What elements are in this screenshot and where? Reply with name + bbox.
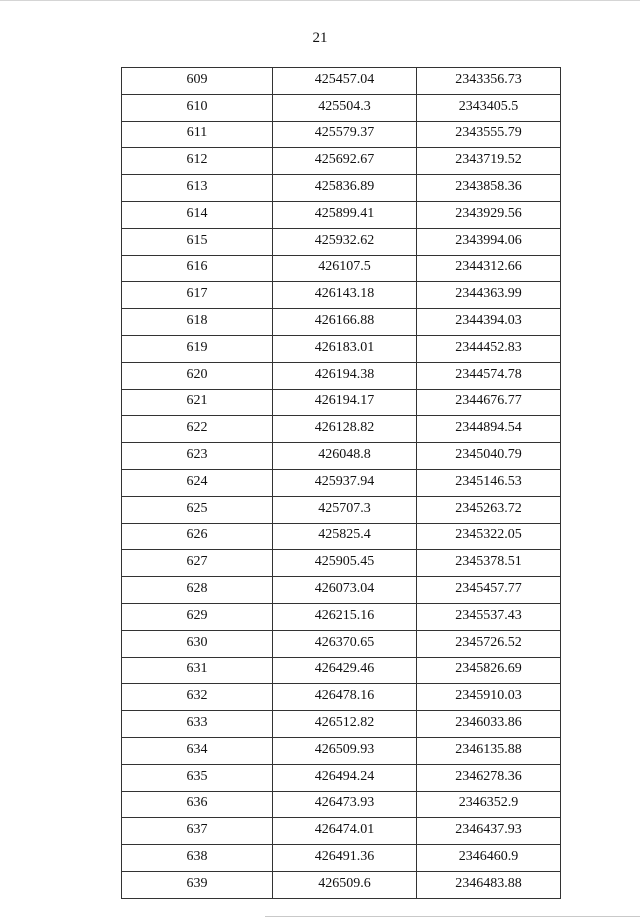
table-row — [122, 228, 561, 255]
y-coordinate-cell: 2346437.93 — [417, 818, 561, 845]
y-coordinate-cell: 2344452.83 — [417, 335, 561, 362]
y-coordinate-cell: 2345826.69 — [417, 657, 561, 684]
coordinates-table-body — [122, 68, 561, 899]
point-number-cell: 616 — [122, 255, 273, 282]
x-coordinate-cell: 426509.6 — [273, 871, 417, 898]
table-row — [122, 764, 561, 791]
point-number-cell: 621 — [122, 389, 273, 416]
table-row — [122, 416, 561, 443]
point-number-cell: 617 — [122, 282, 273, 309]
y-coordinate-cell: 2345263.72 — [417, 496, 561, 523]
x-coordinate-cell: 426143.18 — [273, 282, 417, 309]
point-number-cell: 639 — [122, 871, 273, 898]
y-coordinate-cell: 2343994.06 — [417, 228, 561, 255]
table-row — [122, 737, 561, 764]
table-row — [122, 523, 561, 550]
x-coordinate-cell: 426474.01 — [273, 818, 417, 845]
table-row — [122, 711, 561, 738]
y-coordinate-cell: 2344363.99 — [417, 282, 561, 309]
table-row — [122, 845, 561, 872]
x-coordinate-cell: 425932.62 — [273, 228, 417, 255]
point-number-cell: 615 — [122, 228, 273, 255]
x-coordinate-cell: 426166.88 — [273, 309, 417, 336]
point-number-cell: 613 — [122, 175, 273, 202]
table-row — [122, 603, 561, 630]
point-number-cell: 637 — [122, 818, 273, 845]
table-row — [122, 68, 561, 95]
table-row — [122, 871, 561, 898]
table-row — [122, 443, 561, 470]
x-coordinate-cell: 425707.3 — [273, 496, 417, 523]
table-row — [122, 630, 561, 657]
x-coordinate-cell: 425825.4 — [273, 523, 417, 550]
x-coordinate-cell: 426509.93 — [273, 737, 417, 764]
point-number-cell: 631 — [122, 657, 273, 684]
x-coordinate-cell: 425457.04 — [273, 68, 417, 95]
x-coordinate-cell: 425504.3 — [273, 94, 417, 121]
x-coordinate-cell: 425937.94 — [273, 469, 417, 496]
x-coordinate-cell: 426107.5 — [273, 255, 417, 282]
y-coordinate-cell: 2345537.43 — [417, 603, 561, 630]
x-coordinate-cell: 426128.82 — [273, 416, 417, 443]
x-coordinate-cell: 426194.38 — [273, 362, 417, 389]
point-number-cell: 633 — [122, 711, 273, 738]
table-row — [122, 255, 561, 282]
table-row — [122, 362, 561, 389]
table-row — [122, 496, 561, 523]
point-number-cell: 630 — [122, 630, 273, 657]
x-coordinate-cell: 425899.41 — [273, 201, 417, 228]
y-coordinate-cell: 2345457.77 — [417, 577, 561, 604]
y-coordinate-cell: 2346483.88 — [417, 871, 561, 898]
table-row — [122, 175, 561, 202]
point-number-cell: 618 — [122, 309, 273, 336]
scan-edge-bottom — [265, 916, 640, 917]
table-row — [122, 550, 561, 577]
y-coordinate-cell: 2344574.78 — [417, 362, 561, 389]
x-coordinate-cell: 426512.82 — [273, 711, 417, 738]
scan-edge-top — [0, 0, 640, 1]
table-row — [122, 791, 561, 818]
y-coordinate-cell: 2343858.36 — [417, 175, 561, 202]
x-coordinate-cell: 426073.04 — [273, 577, 417, 604]
table-row — [122, 201, 561, 228]
y-coordinate-cell: 2346352.9 — [417, 791, 561, 818]
y-coordinate-cell: 2343929.56 — [417, 201, 561, 228]
y-coordinate-cell: 2345040.79 — [417, 443, 561, 470]
point-number-cell: 632 — [122, 684, 273, 711]
point-number-cell: 626 — [122, 523, 273, 550]
x-coordinate-cell: 426473.93 — [273, 791, 417, 818]
point-number-cell: 628 — [122, 577, 273, 604]
point-number-cell: 619 — [122, 335, 273, 362]
table-row — [122, 577, 561, 604]
table-row — [122, 121, 561, 148]
point-number-cell: 625 — [122, 496, 273, 523]
y-coordinate-cell: 2346033.86 — [417, 711, 561, 738]
y-coordinate-cell: 2346278.36 — [417, 764, 561, 791]
y-coordinate-cell: 2346135.88 — [417, 737, 561, 764]
x-coordinate-cell: 425692.67 — [273, 148, 417, 175]
y-coordinate-cell: 2345726.52 — [417, 630, 561, 657]
table-row — [122, 309, 561, 336]
point-number-cell: 636 — [122, 791, 273, 818]
point-number-cell: 627 — [122, 550, 273, 577]
point-number-cell: 620 — [122, 362, 273, 389]
y-coordinate-cell: 2343719.52 — [417, 148, 561, 175]
coordinates-table — [121, 67, 561, 899]
y-coordinate-cell: 2343405.5 — [417, 94, 561, 121]
x-coordinate-cell: 426215.16 — [273, 603, 417, 630]
x-coordinate-cell: 426491.36 — [273, 845, 417, 872]
y-coordinate-cell: 2343555.79 — [417, 121, 561, 148]
point-number-cell: 635 — [122, 764, 273, 791]
table-row — [122, 389, 561, 416]
table-row — [122, 282, 561, 309]
x-coordinate-cell: 426370.65 — [273, 630, 417, 657]
point-number-cell: 624 — [122, 469, 273, 496]
y-coordinate-cell: 2343356.73 — [417, 68, 561, 95]
x-coordinate-cell: 426478.16 — [273, 684, 417, 711]
x-coordinate-cell: 426429.46 — [273, 657, 417, 684]
point-number-cell: 611 — [122, 121, 273, 148]
x-coordinate-cell: 425836.89 — [273, 175, 417, 202]
x-coordinate-cell: 426494.24 — [273, 764, 417, 791]
y-coordinate-cell: 2344394.03 — [417, 309, 561, 336]
y-coordinate-cell: 2345910.03 — [417, 684, 561, 711]
table-row — [122, 94, 561, 121]
table-row — [122, 469, 561, 496]
y-coordinate-cell: 2346460.9 — [417, 845, 561, 872]
point-number-cell: 609 — [122, 68, 273, 95]
point-number-cell: 612 — [122, 148, 273, 175]
y-coordinate-cell: 2345322.05 — [417, 523, 561, 550]
y-coordinate-cell: 2345378.51 — [417, 550, 561, 577]
point-number-cell: 610 — [122, 94, 273, 121]
x-coordinate-cell: 426183.01 — [273, 335, 417, 362]
table-row — [122, 657, 561, 684]
point-number-cell: 622 — [122, 416, 273, 443]
y-coordinate-cell: 2344894.54 — [417, 416, 561, 443]
point-number-cell: 614 — [122, 201, 273, 228]
table-row — [122, 684, 561, 711]
table-row — [122, 818, 561, 845]
page-number: 21 — [312, 30, 328, 46]
point-number-cell: 638 — [122, 845, 273, 872]
point-number-cell: 623 — [122, 443, 273, 470]
y-coordinate-cell: 2344676.77 — [417, 389, 561, 416]
y-coordinate-cell: 2345146.53 — [417, 469, 561, 496]
x-coordinate-cell: 426048.8 — [273, 443, 417, 470]
y-coordinate-cell: 2344312.66 — [417, 255, 561, 282]
point-number-cell: 629 — [122, 603, 273, 630]
table-row — [122, 335, 561, 362]
x-coordinate-cell: 425905.45 — [273, 550, 417, 577]
table-row — [122, 148, 561, 175]
point-number-cell: 634 — [122, 737, 273, 764]
x-coordinate-cell: 425579.37 — [273, 121, 417, 148]
x-coordinate-cell: 426194.17 — [273, 389, 417, 416]
